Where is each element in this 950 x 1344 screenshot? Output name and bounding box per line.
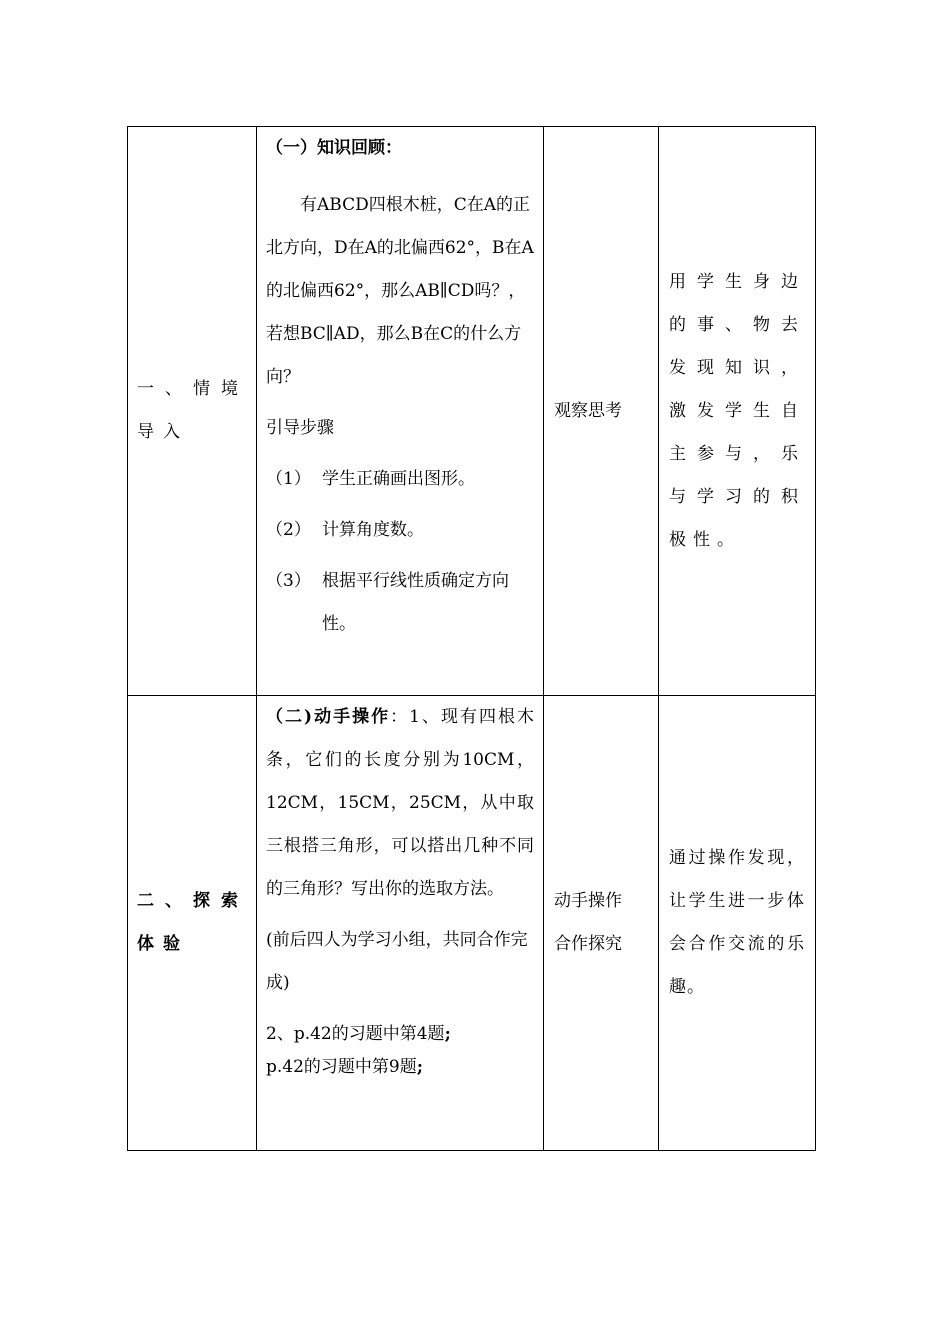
exercise-end-mark: ; [444, 1024, 451, 1044]
activity-text: 合作探究 [554, 934, 622, 954]
heading-separator: ： [390, 707, 410, 727]
table-row [128, 696, 816, 1151]
problem-text: 有ABCD四根木桩，C在A的正北方向，D在A的北偏西62°，B在A的北偏西62°，那么AB∥CD吗？，若想BC∥AD，那么B在C的什么方向？ [266, 195, 534, 387]
activity-cell [544, 696, 659, 1151]
content-cell [257, 127, 544, 696]
step-number: （2） [266, 520, 311, 540]
exercise-item: p.42的习题中第9题 [266, 1057, 417, 1077]
step-text: 计算角度数。 [322, 520, 424, 540]
step-text: 根据平行线性质确定方向性。 [322, 571, 509, 634]
stage-cell [128, 127, 257, 696]
activity-text: 动手操作 [554, 891, 622, 911]
step-number: （3） [266, 571, 311, 591]
intent-cell [659, 696, 816, 1151]
section-heading: （二)动手操作 [266, 707, 391, 727]
list-item [266, 458, 534, 501]
list-item [266, 509, 534, 552]
table-row [128, 127, 816, 696]
activity-text: 观察思考 [554, 400, 622, 421]
intent-cell [659, 127, 816, 696]
section-heading: （一）知识回顾： [266, 138, 402, 158]
intent-text: 用学生身边的事、物去发现知识，激发学生自主参与，乐与学习的积极性。 [669, 271, 805, 550]
activity-cell [544, 127, 659, 696]
guide-title: 引导步骤 [266, 418, 334, 438]
step-text: 学生正确画出图形。 [322, 469, 475, 489]
lesson-plan-table [127, 126, 816, 1151]
content-cell [257, 696, 544, 1151]
list-item [266, 560, 534, 646]
task-text: 1、现有四根木条，它们的长度分别为10CM，12CM，15CM，25CM，从中取三根搭三角形，可以搭出几种不同的三角形？写出你的选取方法。 [266, 707, 534, 899]
stage-label: 二、探索体验 [137, 891, 247, 954]
intent-text: 通过操作发现，让学生进一步体会合作交流的乐趣。 [669, 848, 805, 997]
stage-cell [128, 696, 257, 1151]
group-note: (前后四人为学习小组，共同合作完成) [266, 930, 528, 993]
step-number: （1） [266, 469, 311, 489]
exercise-item: 2、p.42的习题中第4题 [266, 1024, 445, 1044]
exercise-end-mark: ; [416, 1057, 424, 1077]
stage-label: 一、情境导入 [137, 379, 247, 442]
